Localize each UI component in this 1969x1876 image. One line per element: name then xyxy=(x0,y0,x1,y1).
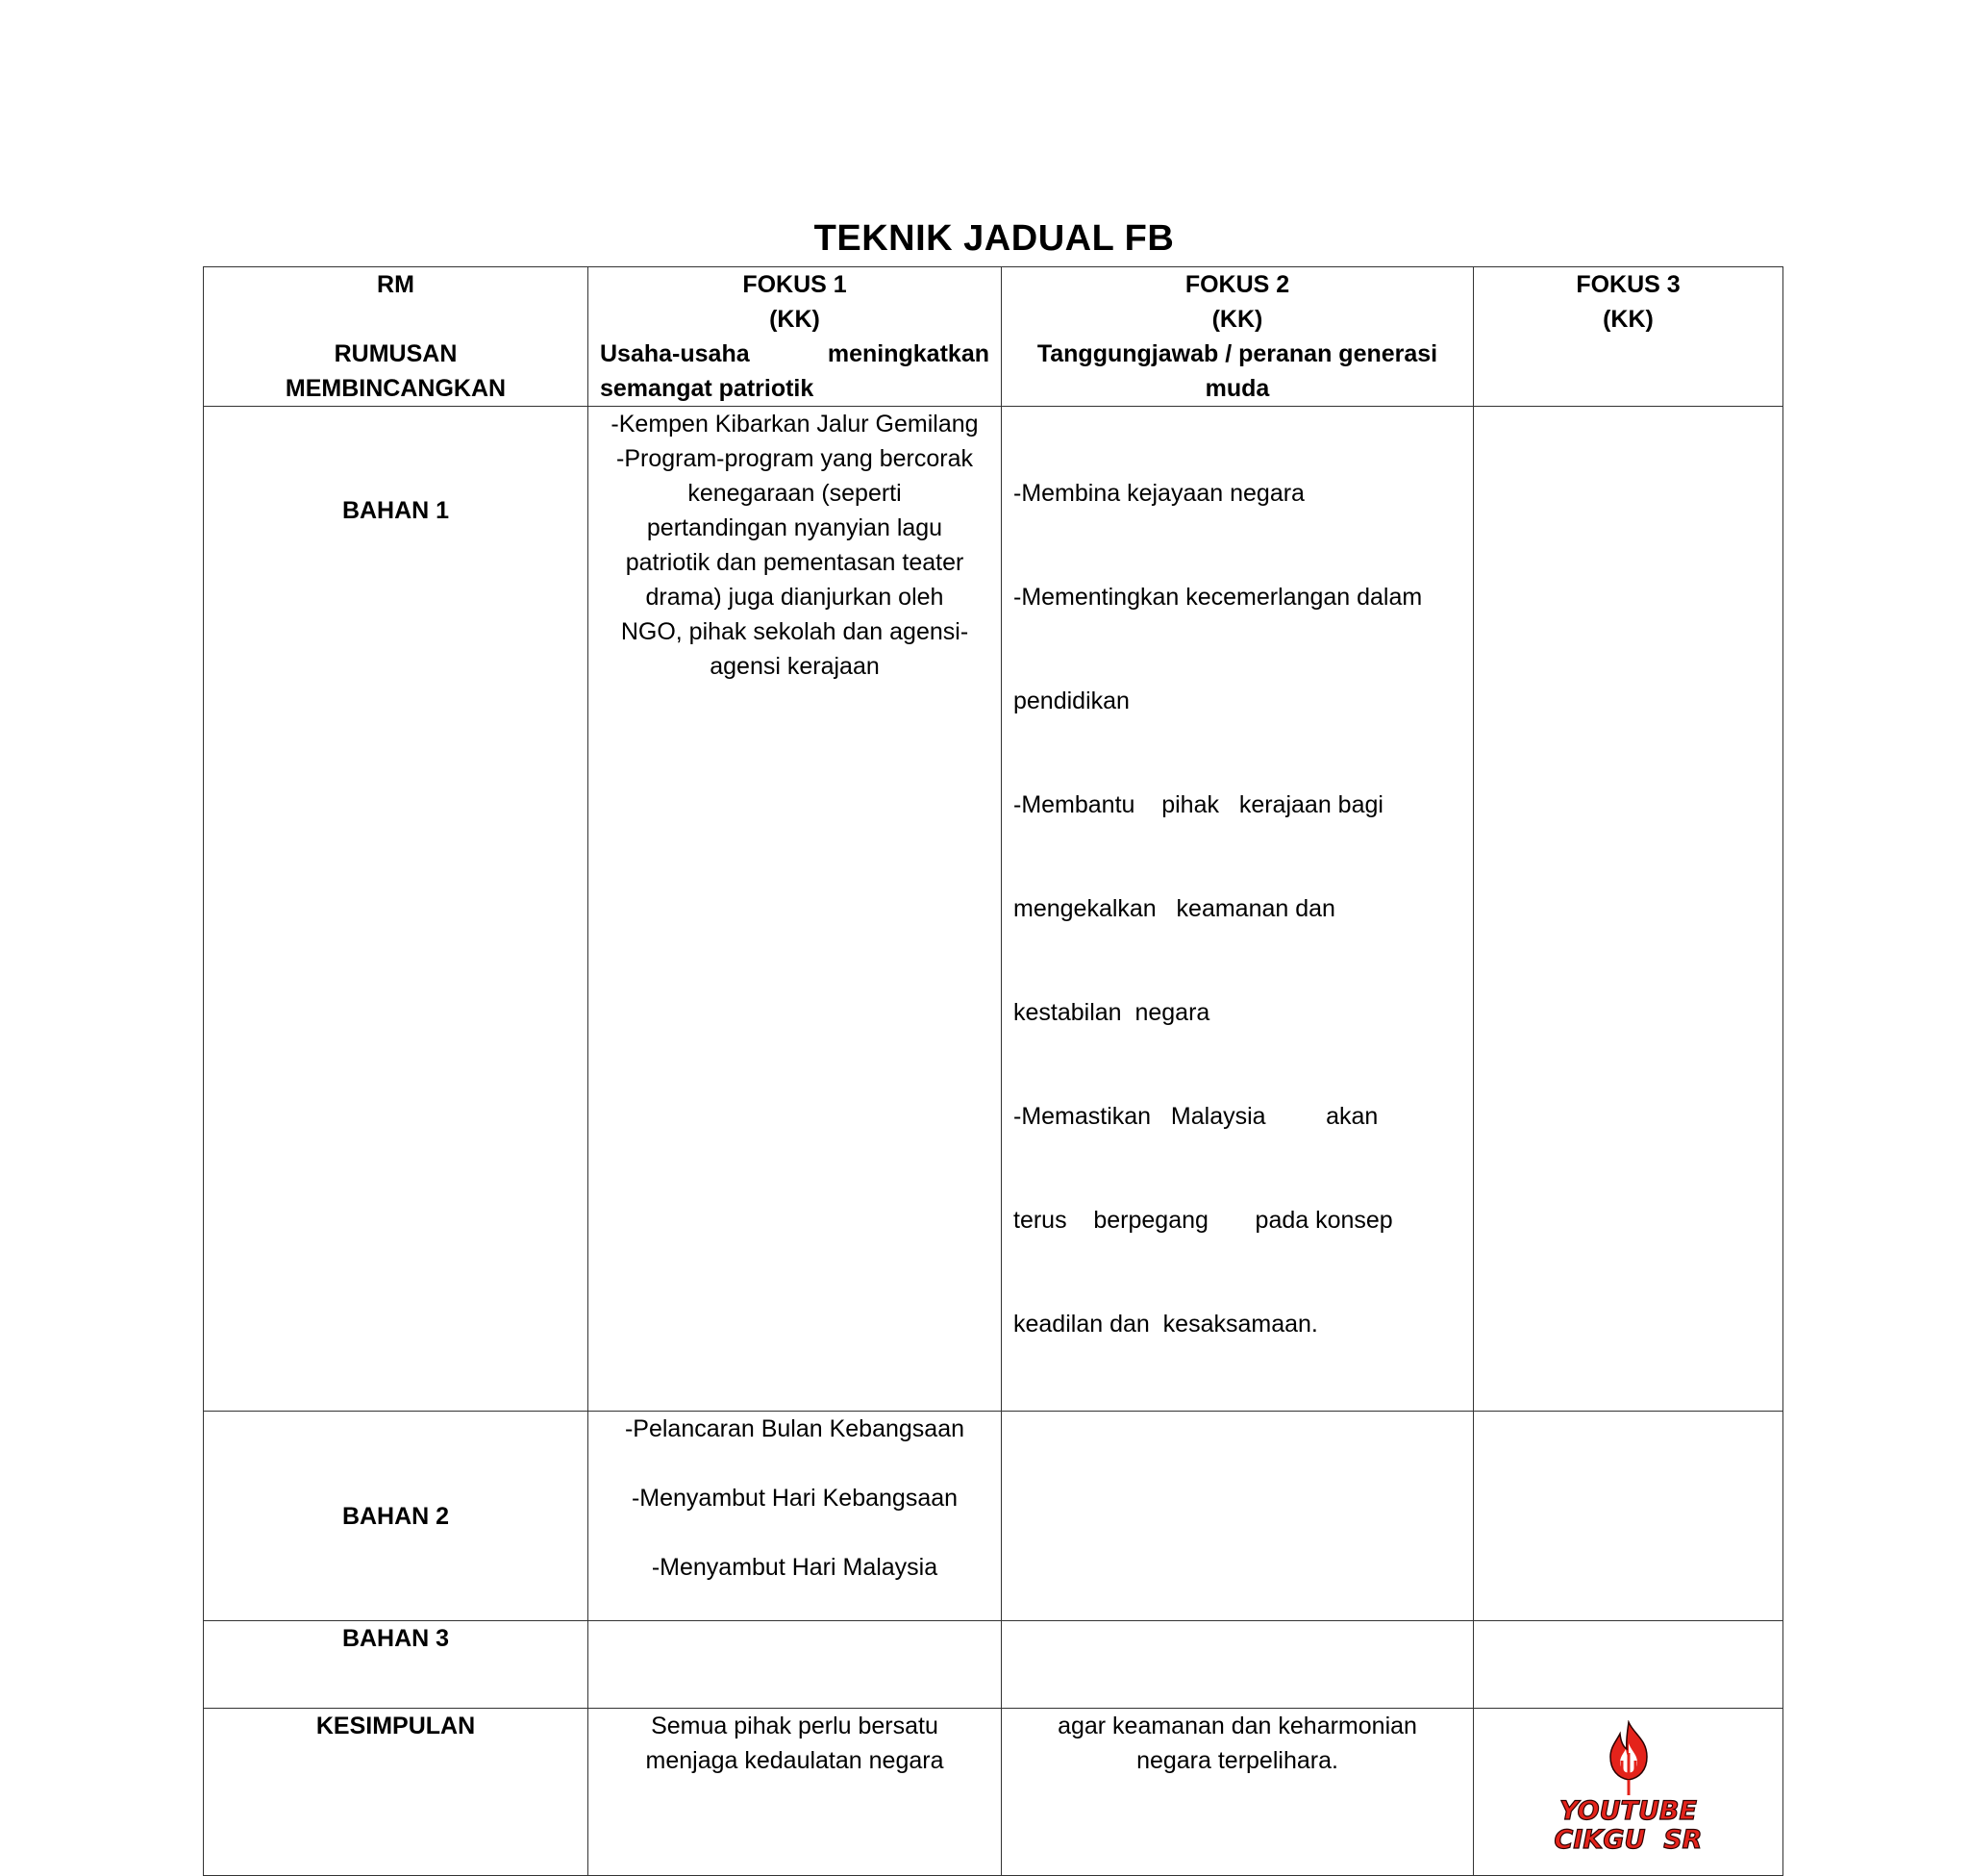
table-row-bahan2 xyxy=(204,1412,1783,1621)
kesimpulan-fokus3-cell xyxy=(1474,1709,1783,1876)
fokus1-label: FOKUS 1 xyxy=(742,271,847,298)
bahan1-f2-line: pendidikan xyxy=(1013,688,1130,714)
kesimpulan-fokus2-cell xyxy=(1002,1709,1474,1876)
logo-line-cikgu-sr: CIKGU SR xyxy=(1554,1825,1703,1855)
table-row-kesimpulan xyxy=(204,1709,1783,1876)
page-title: TEKNIK JADUAL FB xyxy=(813,218,1175,259)
fokus1-desc-line2: semangat patriotik xyxy=(600,375,814,402)
fokus2-desc-line2: muda xyxy=(1205,375,1270,402)
bahan1-f1-line: NGO, pihak sekolah dan agensi- xyxy=(620,618,969,645)
bahan2-fokus2-cell xyxy=(1002,1412,1474,1621)
bahan1-f2-line: -Membina kejayaan negara xyxy=(1013,480,1305,507)
bahan1-f1-line: kenegaraan (seperti xyxy=(687,480,902,507)
bahan1-f2-line: kestabilan negara xyxy=(1013,999,1210,1026)
header-fokus2-cell xyxy=(1002,267,1474,407)
bahan1-fokus1-cell xyxy=(588,407,1002,1412)
bahan1-fokus3-cell xyxy=(1474,407,1783,1412)
bahan1-f2-line: terus berpegang pada konsep xyxy=(1013,1207,1393,1234)
header-fokus1-cell xyxy=(588,267,1002,407)
header-rm-cell xyxy=(204,267,588,407)
fokus2-kk: (KK) xyxy=(1211,306,1263,333)
bahan1-f2-line: -Membantu pihak kerajaan bagi xyxy=(1013,791,1383,818)
rm-label: RM xyxy=(377,271,414,298)
bahan2-fokus1-cell xyxy=(588,1412,1002,1621)
table-row-bahan3 xyxy=(204,1621,1783,1709)
bahan1-f1-line: pertandingan nyanyian lagu xyxy=(646,514,943,541)
bahan3-fokus1-cell xyxy=(588,1621,1002,1709)
flame-icon xyxy=(1599,1720,1658,1797)
bahan3-label: BAHAN 3 xyxy=(341,1625,450,1652)
rm-rumusan: RUMUSAN xyxy=(334,340,458,367)
fokus1-desc-line1 xyxy=(600,337,989,371)
kesimpulan-f1-line: Semua pihak perlu bersatu xyxy=(651,1713,938,1739)
bahan1-f1-line: agensi kerajaan xyxy=(710,653,880,680)
youtube-cikgu-sr-logo xyxy=(1485,1709,1771,1855)
bahan1-f2-line: -Mementingkan kecemerlangan dalam xyxy=(1013,584,1423,611)
bahan1-label: BAHAN 1 xyxy=(341,497,450,524)
header-fokus3-cell xyxy=(1474,267,1783,407)
bahan1-fokus2-cell xyxy=(1002,407,1474,1412)
bahan1-f2-line: mengekalkan keamanan dan xyxy=(1013,895,1335,922)
rm-membincangkan: MEMBINCANGKAN xyxy=(285,375,507,402)
bahan1-f1-line: drama) juga dianjurkan oleh xyxy=(645,584,944,611)
kesimpulan-label-cell xyxy=(204,1709,588,1876)
fokus1-kk: (KK) xyxy=(769,306,820,333)
kesimpulan-fokus1-cell xyxy=(588,1709,1002,1876)
kesimpulan-label: KESIMPULAN xyxy=(315,1713,476,1739)
kesimpulan-f2-line: negara terpelihara. xyxy=(1136,1747,1338,1774)
table-row-bahan1 xyxy=(204,407,1783,1412)
kesimpulan-f2-line: agar keamanan dan keharmonian xyxy=(1058,1713,1417,1739)
bahan2-f1-line: -Menyambut Hari Malaysia xyxy=(651,1554,938,1581)
teknik-jadual-table xyxy=(203,266,1783,1876)
bahan2-f1-line: -Menyambut Hari Kebangsaan xyxy=(631,1485,959,1512)
bahan3-label-cell xyxy=(204,1621,588,1709)
bahan1-f1-line: -Program-program yang bercorak xyxy=(616,445,973,472)
bahan2-fokus3-cell xyxy=(1474,1412,1783,1621)
table-header-row xyxy=(204,267,1783,407)
bahan2-f1-line: -Pelancaran Bulan Kebangsaan xyxy=(624,1415,965,1442)
bahan3-fokus3-cell xyxy=(1474,1621,1783,1709)
bahan2-label-cell xyxy=(204,1412,588,1621)
fokus3-label: FOKUS 3 xyxy=(1576,271,1681,298)
kesimpulan-f1-line: menjaga kedaulatan negara xyxy=(645,1747,944,1774)
bahan1-f2-line: keadilan dan kesaksamaan. xyxy=(1013,1311,1318,1338)
bahan1-label-cell xyxy=(204,407,588,1412)
bahan3-fokus2-cell xyxy=(1002,1621,1474,1709)
bahan2-label: BAHAN 2 xyxy=(341,1502,450,1530)
fokus3-kk: (KK) xyxy=(1603,306,1654,333)
logo-line-youtube: YOUTUBE xyxy=(1559,1796,1697,1826)
bahan1-f1-line: patriotik dan pementasan teater xyxy=(625,549,964,576)
fokus1-desc-word-b: meningkatkan xyxy=(827,340,989,367)
bahan1-f2-line: -Memastikan Malaysia akan xyxy=(1013,1103,1379,1130)
fokus2-desc-line1: Tanggungjawab / peranan generasi xyxy=(1036,340,1438,367)
bahan1-f1-line: -Kempen Kibarkan Jalur Gemilang xyxy=(611,411,979,438)
fokus1-desc-word-a: Usaha-usaha xyxy=(600,340,750,367)
fokus2-label: FOKUS 2 xyxy=(1184,271,1290,298)
